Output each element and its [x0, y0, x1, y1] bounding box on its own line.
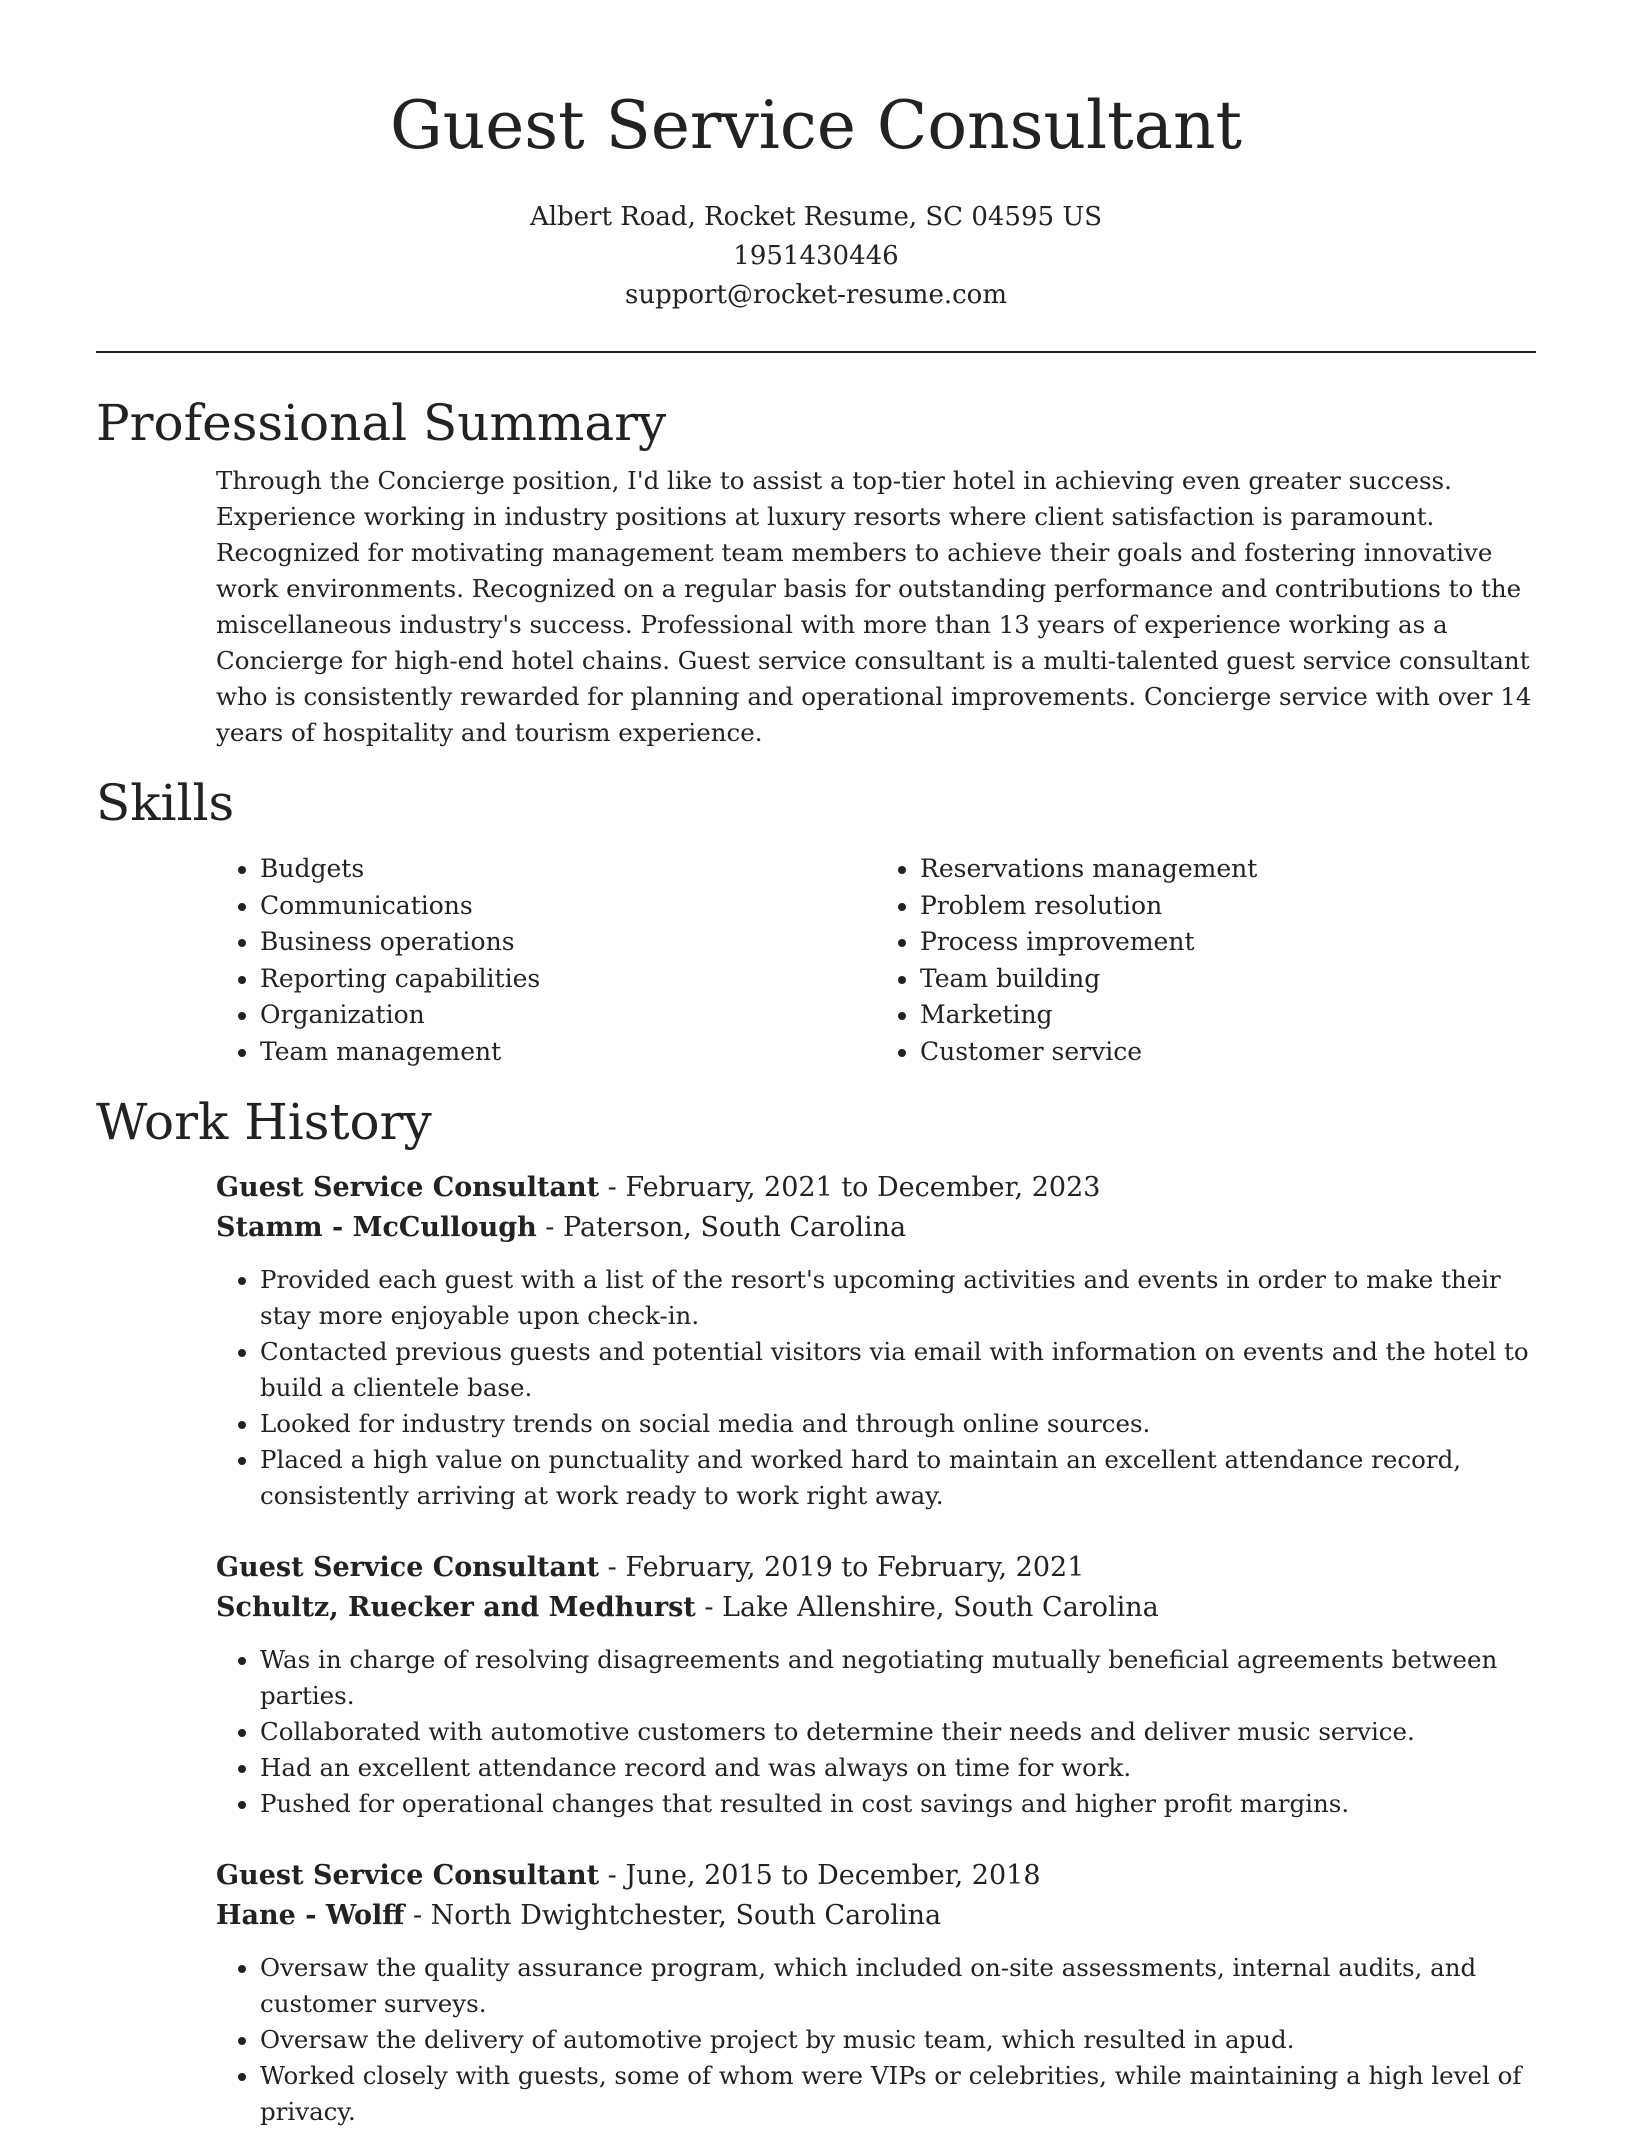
header-divider: [96, 351, 1536, 353]
skill-item: • Budgets: [260, 851, 876, 888]
skill-item: • Customer service: [920, 1034, 1536, 1071]
resume-header: [96, 0, 1536, 315]
skill-item: • Team building: [920, 961, 1536, 998]
job-role: Guest Service Consultant: [216, 1172, 600, 1203]
skills-list: [216, 851, 1536, 1070]
resume-page: [96, 0, 1536, 2130]
contact-address: Albert Road, Rocket Resume, SC 04595 US: [529, 202, 1103, 232]
skill-item: • Reporting capabilities: [260, 961, 876, 998]
duty-item: • Looked for industry trends on social media and through online sources.: [260, 1406, 1536, 1442]
job-company: Hane - Wolff: [216, 1900, 405, 1931]
duty-item: • Placed a high value on punctuality and worked hard to maintain an excellent attendance record, consistently arriving at work ready to work right away.: [260, 1442, 1536, 1514]
skill-item: • Team management: [260, 1034, 876, 1071]
duty-item: • Oversaw the quality assurance program, which included on-site assessments, internal audits, and customer surveys.: [260, 1950, 1536, 2022]
skill-item: • Organization: [260, 997, 876, 1034]
job-company: Stamm - McCullough: [216, 1212, 537, 1243]
duty-item: • Contacted previous guests and potential visitors via email with information on events and the hotel to build a clientele base.: [260, 1334, 1536, 1406]
skill-item: • Business operations: [260, 924, 876, 961]
job-dates: - February, 2019 to February, 2021: [599, 1552, 1085, 1583]
duty-item: • Oversaw the delivery of automotive project by music team, which resulted in apud.: [260, 2022, 1536, 2058]
job-company-line: [216, 1208, 1536, 1248]
summary-text: Through the Concierge position, I'd like to assist a top-tier hotel in achieving even greater success. Experience working in industry positions at luxury resorts where client satisfaction is paramount. Recognized for motivating management team members to achieve their goals and fostering innovative work environments. Recognized on a regular basis for outstanding performance and contributions to the miscellaneous industry's success. Professional with more than 13 years of experience working as a Concierge for high-end hotel chains. Guest service consultant is a multi-talented guest service consultant who is consistently rewarded for planning and operational improvements. Concierge service with over 14 years of hospitality and tourism experience.: [216, 466, 1532, 747]
job-company-line: [216, 1588, 1536, 1628]
job-entry: [216, 1168, 1536, 1514]
duty-item: • Worked closely with guests, some of whom were VIPs or celebrities, while maintaining a high level of privacy.: [260, 2058, 1536, 2130]
job-location: - Lake Allenshire, South Carolina: [695, 1592, 1159, 1623]
duty-item: • Was in charge of resolving disagreements and negotiating mutually beneficial agreements between parties.: [260, 1642, 1536, 1714]
job-dates: - February, 2021 to December, 2023: [599, 1172, 1101, 1203]
job-location: - Paterson, South Carolina: [536, 1212, 907, 1243]
skill-item: • Communications: [260, 888, 876, 925]
job-dates: - June, 2015 to December, 2018: [599, 1860, 1041, 1891]
job-entry: [216, 1856, 1536, 2130]
duty-item: • Provided each guest with a list of the resort's upcoming activities and events in order to make their stay more enjoyable upon check-in.: [260, 1262, 1536, 1334]
candidate-name: Guest Service Consultant: [389, 87, 1242, 164]
job-company-line: [216, 1896, 1536, 1936]
job-duties: [216, 1262, 1536, 1514]
skill-item: • Reservations management: [920, 851, 1536, 888]
job-entry: [216, 1548, 1536, 1822]
job-role: Guest Service Consultant: [216, 1860, 600, 1891]
skills-heading: Skills: [96, 774, 235, 832]
job-duties: [216, 1950, 1536, 2130]
job-company: Schultz, Ruecker and Medhurst: [216, 1592, 696, 1623]
duty-item: • Collaborated with automotive customers to determine their needs and deliver music service.: [260, 1714, 1536, 1750]
skill-item: • Marketing: [920, 997, 1536, 1034]
skill-item: • Problem resolution: [920, 888, 1536, 925]
contact-info: [96, 198, 1536, 315]
skills-column-right: [876, 851, 1536, 1070]
job-location: - North Dwightchester, South Carolina: [404, 1900, 942, 1931]
job-title-line: [216, 1168, 1536, 1208]
job-role: Guest Service Consultant: [216, 1552, 600, 1583]
contact-email: support@rocket-resume.com: [624, 280, 1007, 310]
work-history-heading: Work History: [96, 1093, 432, 1151]
skills-column-left: [216, 851, 876, 1070]
job-title-line: [216, 1856, 1536, 1896]
summary-heading: Professional Summary: [96, 394, 667, 452]
job-duties: [216, 1642, 1536, 1822]
job-title-line: [216, 1548, 1536, 1588]
contact-phone: 1951430446: [733, 241, 899, 271]
duty-item: • Had an excellent attendance record and was always on time for work.: [260, 1750, 1536, 1786]
duty-item: • Pushed for operational changes that resulted in cost savings and higher profit margins.: [260, 1786, 1536, 1822]
skill-item: • Process improvement: [920, 924, 1536, 961]
